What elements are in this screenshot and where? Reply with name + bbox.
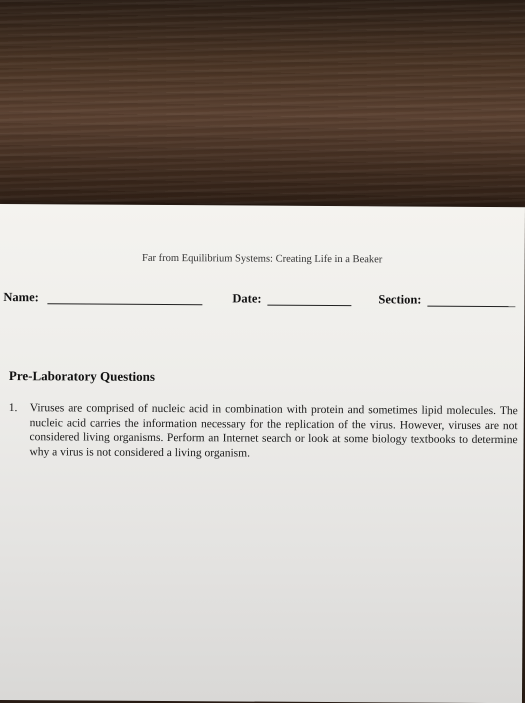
- section-blank-line[interactable]: [427, 306, 515, 308]
- question-item: [8, 401, 518, 460]
- page-header-title: Far from Equilibrium Systems: Creating Life in a Beaker: [141, 252, 383, 266]
- wooden-table-background: [0, 0, 525, 212]
- student-info-row: [0, 286, 524, 311]
- name-label: Name:: [3, 290, 39, 305]
- question-number: 1.: [8, 402, 18, 415]
- date-label: Date:: [232, 291, 262, 306]
- section-label: Section:: [378, 292, 422, 307]
- worksheet-page: [0, 204, 525, 703]
- name-blank-line[interactable]: [47, 303, 202, 305]
- question-text: Viruses are comprised of nucleic acid in combination with protein and sometimes lipid molecules. The nucleic acid carries the information necessary for the replication of the virus. However, viruses are not considered living organisms. Perform an Internet search or look at some biology textbooks to determine why a virus is not considered a living organism.: [29, 402, 518, 460]
- date-blank-line[interactable]: [267, 305, 351, 307]
- section-heading: Pre-Laboratory Questions: [8, 368, 155, 384]
